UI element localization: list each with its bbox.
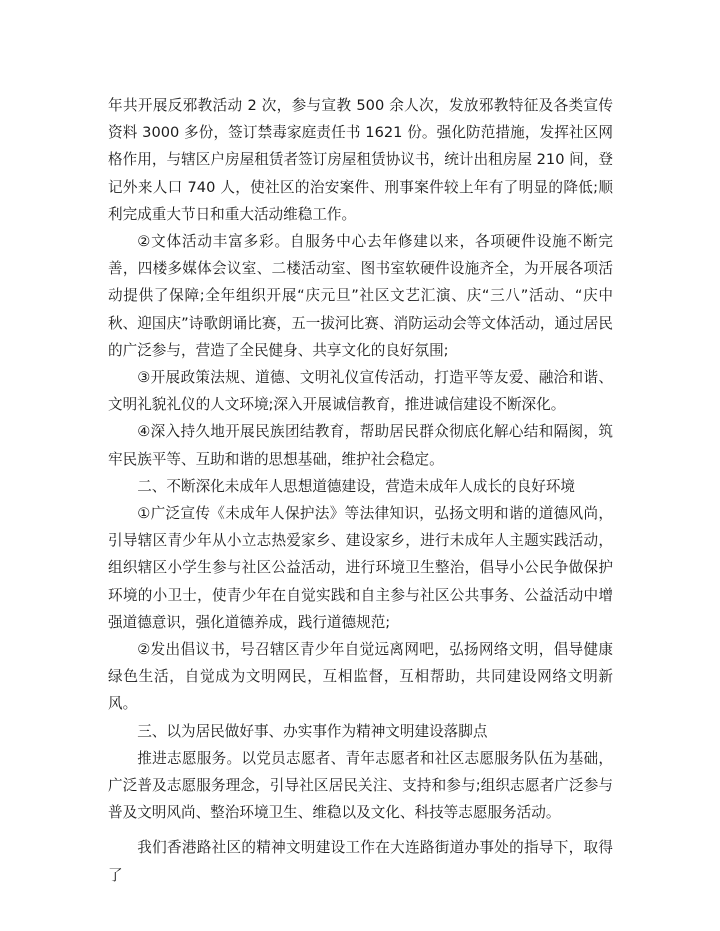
paragraph-public-security-continued: 年共开展反邪教活动 2 次，参与宣教 500 余人次，发放邪教特征及各类宣传资料 3000 多份，签订禁毒家庭责任书 1621 份。强化防范措施，发挥社区网格作用，与辖区户房屋租赁者签订房屋租赁协议书，统计出租房屋 210 间，登记外来人口 740 人，使社区的治安案件、刑事案件较上年有了明显的降低;顺利完成重大节日和重大活动维稳工作。	[108, 97, 613, 223]
paragraph-summary-start: 我们香港路社区的精神文明建设工作在大连路街道办事处的指导下，取得了	[108, 839, 613, 884]
paragraph-civility-publicity: ③开展政策法规、道德、文明礼仪宣传活动，打造平等友爱、融洽和谐、文明礼貌礼仪的人文环境;深入开展诚信教育，推进诚信建设不断深化。	[108, 369, 613, 414]
paragraph-internet-civility: ②发出倡议书，号召辖区青少年自觉远离网吧，弘扬网络文明，倡导健康绿色生活，自觉成为文明网民，互相监督，互相帮助，共同建设网络文明新风。	[108, 641, 613, 713]
paragraph-minors-protection-law: ①广泛宣传《未成年人保护法》等法律知识，弘扬文明和谐的道德风尚，引导辖区青少年从小立志热爱家乡、建设家乡，进行未成年人主题实践活动，组织辖区小学生参与社区公益活动，进行环境卫生整治，倡导小公民争做保护环境的小卫士，使青少年在自觉实践和自主参与社区公共事务、公益活动中增强道德意识，强化道德养成，践行道德规范;	[108, 505, 613, 631]
document-body	[108, 92, 613, 889]
paragraph-volunteer-service: 推进志愿服务。以党员志愿者、青年志愿者和社区志愿服务队伍为基础，广泛普及志愿服务理念，引导社区居民关注、支持和参与;组织志愿者广泛参与普及文明风尚、整治环境卫生、维稳以及文化、科技等志愿服务活动。	[108, 749, 613, 822]
section-heading-minors: 二、不断深化未成年人思想道德建设，营造未成年人成长的良好环境	[137, 477, 576, 495]
section-heading-residents: 三、以为居民做好事、办实事作为精神文明建设落脚点	[137, 722, 488, 740]
paragraph-cultural-activities: ②文体活动丰富多彩。自服务中心去年修建以来，各项硬件设施不断完善，四楼多媒体会议室、二楼活动室、图书室软硬件设施齐全，为开展各项活动提供了保障;全年组织开展“庆元旦”社区文艺汇演、庆“三八”活动、“庆中秋、迎国庆”诗歌朗诵比赛，五一拔河比赛、消防运动会等文体活动，通过居民的广泛参与，营造了全民健身、共享文化的良好氛围;	[108, 233, 613, 359]
paragraph-ethnic-unity: ④深入持久地开展民族团结教育，帮助居民群众彻底化解心结和隔阂，筑牢民族平等、互助和谐的思想基础，维护社会稳定。	[108, 423, 613, 468]
